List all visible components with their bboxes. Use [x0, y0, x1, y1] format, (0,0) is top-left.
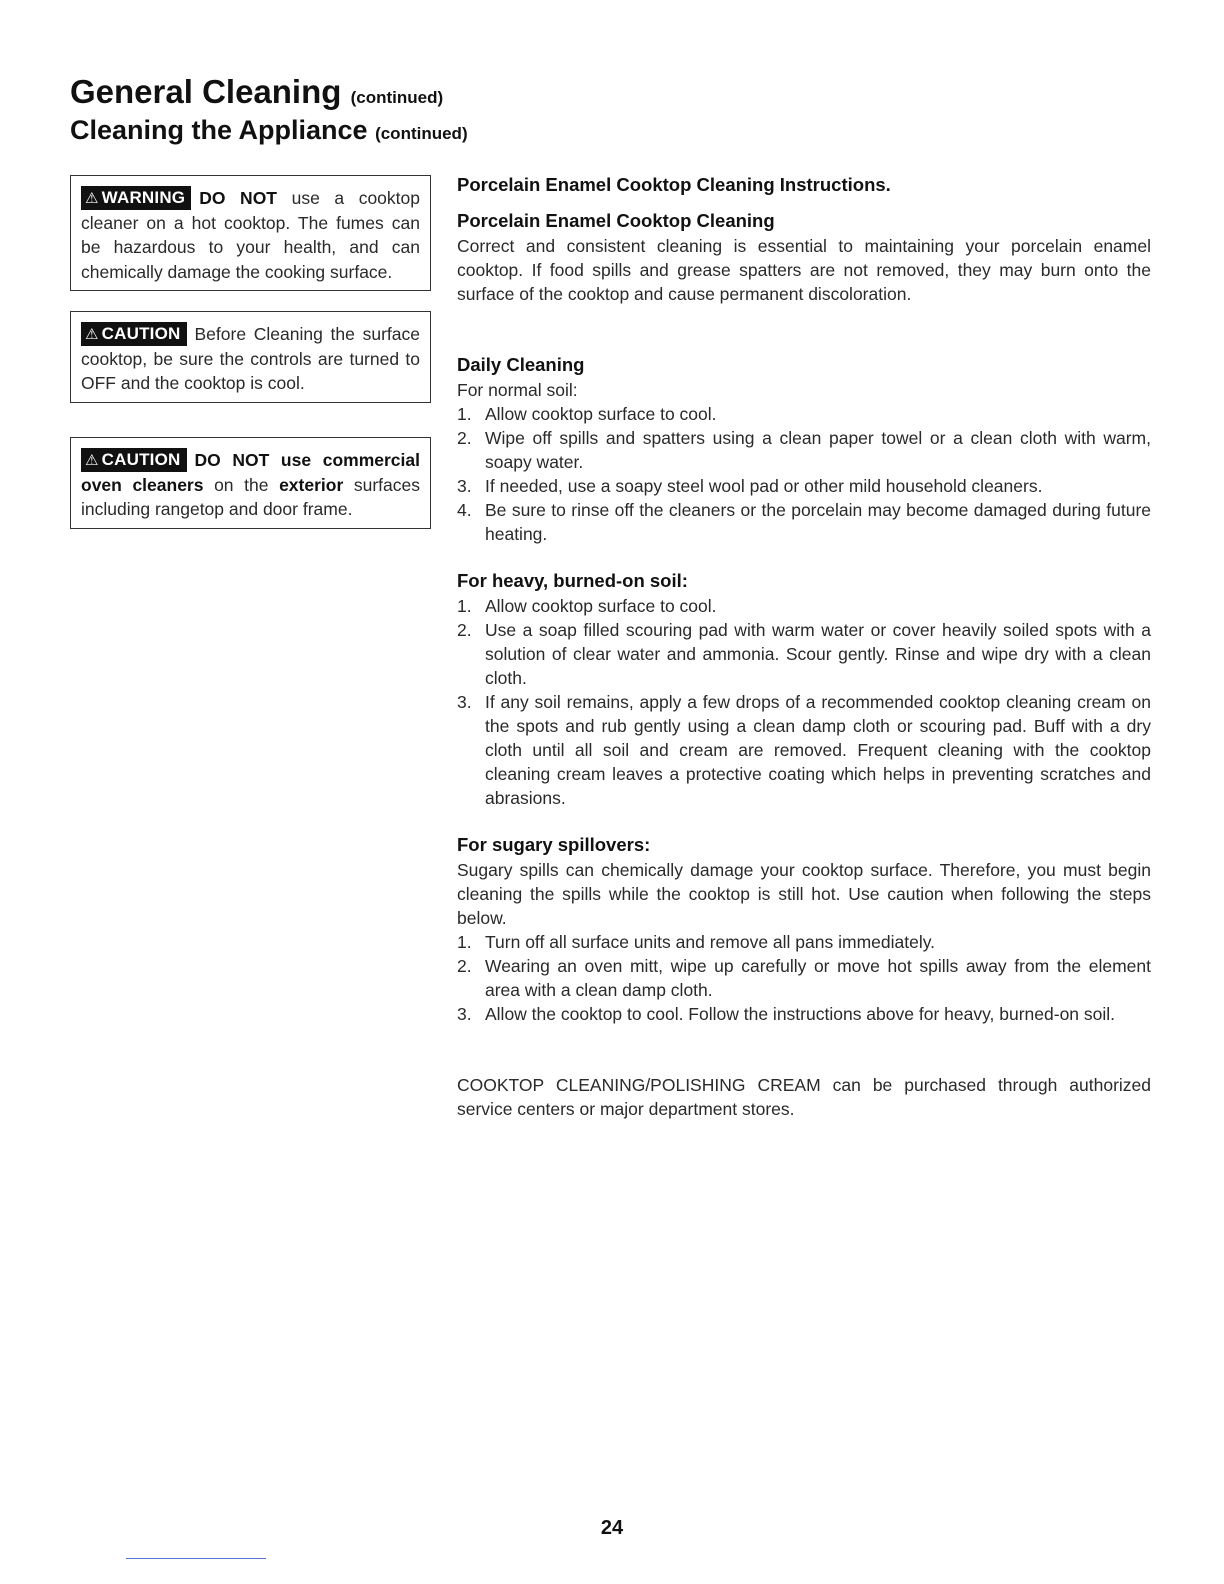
sugary-section	[457, 832, 1151, 1026]
warning-triangle-icon: ⚠	[85, 190, 99, 207]
list-item: 1. Allow cooktop surface to cool.	[457, 596, 717, 616]
caution-mid-2: on the	[203, 474, 280, 495]
caution-lead-2: DO NOT use commercial oven cleaners	[81, 450, 420, 495]
sugary-steps	[457, 930, 1151, 1026]
heavy-section	[457, 568, 1151, 810]
list-item: 2. Use a soap filled scouring pad with warm water or cover heavily soiled spots with a solution of clear water and ammonia. Scour gently. Rinse and wipe dry with a clean cloth.	[457, 620, 1151, 688]
list-item: 1. Allow cooktop surface to cool.	[457, 404, 717, 424]
page-subtitle	[70, 112, 468, 152]
page-number: 24	[600, 1517, 624, 1539]
daily-steps	[457, 402, 1151, 546]
list-item: 3. If needed, use a soapy steel wool pad or other mild household cleaners.	[457, 476, 1043, 496]
list-item: 4. Be sure to rinse off the cleaners or the porcelain may become damaged during future heating.	[457, 500, 1151, 544]
caution-text-2: surfaces including rangetop and door frame.	[81, 474, 420, 519]
daily-heading: Daily Cleaning	[457, 354, 585, 375]
list-item: 3. Allow the cooktop to cool. Follow the instructions above for heavy, burned-on soil.	[457, 1004, 1116, 1024]
footer-rule	[126, 1558, 266, 1559]
list-item: 2. Wipe off spills and spatters using a clean paper towel or a clean cloth with warm, soapy water.	[457, 428, 1151, 472]
warning-badge: ⚠ WARNING	[81, 186, 191, 210]
porcelain-body: Correct and consistent cleaning is essential to maintaining your porcelain enamel cooktop. If food spills and grease spatters are not removed, they may burn onto the surface of the cooktop and cause permanent discoloration.	[457, 236, 1151, 304]
sugary-intro: Sugary spills can chemically damage your cooktop surface. Therefore, you must begin cleaning the spills while the cooktop is still hot. Use caution when following the steps below.	[457, 860, 1151, 928]
daily-intro: For normal soil:	[457, 380, 578, 400]
main-heading-block	[457, 172, 1151, 198]
heavy-steps	[457, 594, 1151, 810]
list-item: 2. Wearing an oven mitt, wipe up carefully or move hot spills away from the element area with a clean damp cloth.	[457, 956, 1151, 1000]
warning-text: use a cooktop cleaner on a hot cooktop. The fumes can be hazardous to your health, and can chemically damage the cooking surface.	[81, 188, 420, 282]
closing-section	[457, 1073, 1151, 1121]
page-subtitle-text: Cleaning the Appliance	[70, 115, 368, 145]
list-item: 3. If any soil remains, apply a few drops of a recommended cooktop cleaning cream on the spots and rub gently using a clean damp cloth or scouring pad. Buff with a dry cloth until all soil and cream are removed. Frequent cleaning with the cooktop cleaning cream leaves a protective coating which helps in preventing scratches and abrasions.	[457, 692, 1151, 808]
closing-text: COOKTOP CLEANING/POLISHING CREAM can be purchased through authorized service centers or major department stores.	[457, 1075, 1151, 1119]
porcelain-heading: Porcelain Enamel Cooktop Cleaning	[457, 210, 775, 231]
caution-triangle-icon-1: ⚠	[85, 326, 99, 343]
warning-lead: DO NOT	[199, 188, 277, 208]
page-title-suffix: (continued)	[350, 88, 444, 107]
sugary-heading: For sugary spillovers:	[457, 834, 651, 855]
caution-triangle-icon-2: ⚠	[85, 452, 99, 469]
caution-notice-2	[70, 437, 431, 529]
caution-notice-1	[70, 311, 431, 403]
porcelain-section	[457, 208, 1151, 306]
page-title-text: General Cleaning	[70, 73, 342, 110]
caution-bold-2: exterior	[279, 474, 344, 495]
caution-badge-2: ⚠ CAUTION	[81, 448, 187, 472]
warning-notice	[70, 175, 431, 291]
caution-badge-1: ⚠ CAUTION	[81, 322, 187, 346]
heavy-heading: For heavy, burned-on soil:	[457, 570, 688, 591]
page-subtitle-suffix: (continued)	[375, 124, 468, 143]
daily-section	[457, 352, 1151, 546]
list-item: 1. Turn off all surface units and remove all pans immediately.	[457, 932, 936, 952]
main-heading: Porcelain Enamel Cooktop Cleaning Instructions.	[457, 174, 891, 195]
caution-text-1: Before Cleaning the surface cooktop, be sure the controls are turned to OFF and the cooktop is cool.	[81, 324, 420, 393]
